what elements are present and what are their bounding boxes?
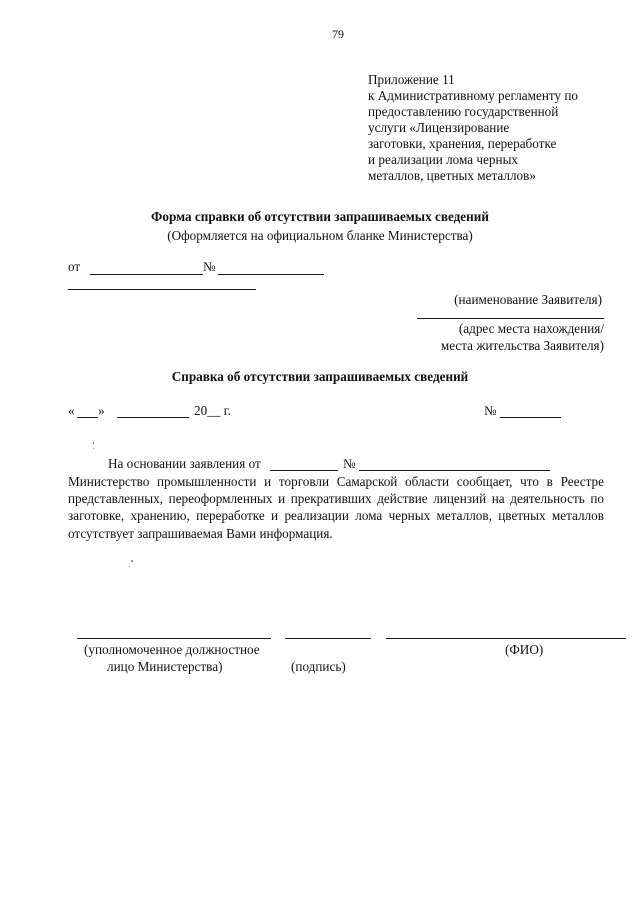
name-line <box>386 638 626 639</box>
application-number-blank-line <box>359 470 550 471</box>
application-date-blank-line <box>270 470 338 471</box>
month-blank-line <box>117 417 189 418</box>
official-signature-line <box>77 638 271 639</box>
appendix-line: и реализации лома черных <box>368 152 519 167</box>
year-label: 20__ г. <box>194 403 231 418</box>
body-first-line-prefix: На основании заявления от <box>108 456 261 471</box>
number-blank-line <box>218 274 324 275</box>
certificate-number-label: № <box>484 403 497 418</box>
signature-caption: (подпись) <box>291 659 346 674</box>
body-row: отсутствует запрашиваемая Вами информация. <box>68 525 333 541</box>
page-number: 79 <box>332 27 344 41</box>
body-paragraph <box>68 473 604 542</box>
appendix-line: металлов, цветных металлов» <box>368 168 536 183</box>
form-subtitle: (Оформляется на официальном бланке Министерства) <box>167 228 473 243</box>
quote-open: « <box>68 403 75 418</box>
appendix-block <box>368 72 608 184</box>
day-blank-line <box>77 417 98 418</box>
official-caption-2: лицо Министерства) <box>107 659 223 674</box>
certificate-title: Справка об отсутствии запрашиваемых сведений <box>171 369 469 384</box>
outgoing-blank-line <box>68 289 256 290</box>
appendix-line: заготовки, хранения, переработке <box>368 136 557 151</box>
appendix-line: предоставлению государственной <box>368 104 559 119</box>
address-blank-line <box>417 318 604 319</box>
scan-speck <box>129 566 130 567</box>
quote-close: » <box>98 403 105 418</box>
official-caption-1: (уполномоченное должностное <box>84 642 260 657</box>
appendix-line: Приложение 11 <box>368 72 455 87</box>
appendix-line: услуги «Лицензирование <box>368 120 510 135</box>
scan-speck <box>93 448 94 449</box>
scan-speck <box>93 442 94 444</box>
name-caption: (ФИО) <box>505 642 544 657</box>
body-first-line-number: № <box>343 456 356 471</box>
body-row: заготовке, хранению, переработке и реализации лома черных металлов, цветных металлов <box>68 508 604 524</box>
body-row: Министерство промышленности и торговли Самарской области сообщает, что в Реестре <box>68 474 604 489</box>
from-label: от <box>68 259 81 274</box>
applicant-name-caption: (наименование Заявителя) <box>454 292 602 307</box>
form-title: Форма справки об отсутствии запрашиваемых сведений <box>151 209 489 224</box>
address-caption-2: места жительства Заявителя) <box>440 338 604 353</box>
scan-speck <box>131 560 133 562</box>
number-label: № <box>203 259 216 274</box>
certificate-number-blank-line <box>500 417 561 418</box>
appendix-line: к Административному регламенту по <box>368 88 579 103</box>
address-caption-1: (адрес места нахождения/ <box>458 321 604 336</box>
signature-line <box>285 638 371 639</box>
date-blank-line <box>90 274 203 275</box>
body-row: представленных, переоформленных и прекративших действие лицензий на деятельность по <box>68 491 604 507</box>
